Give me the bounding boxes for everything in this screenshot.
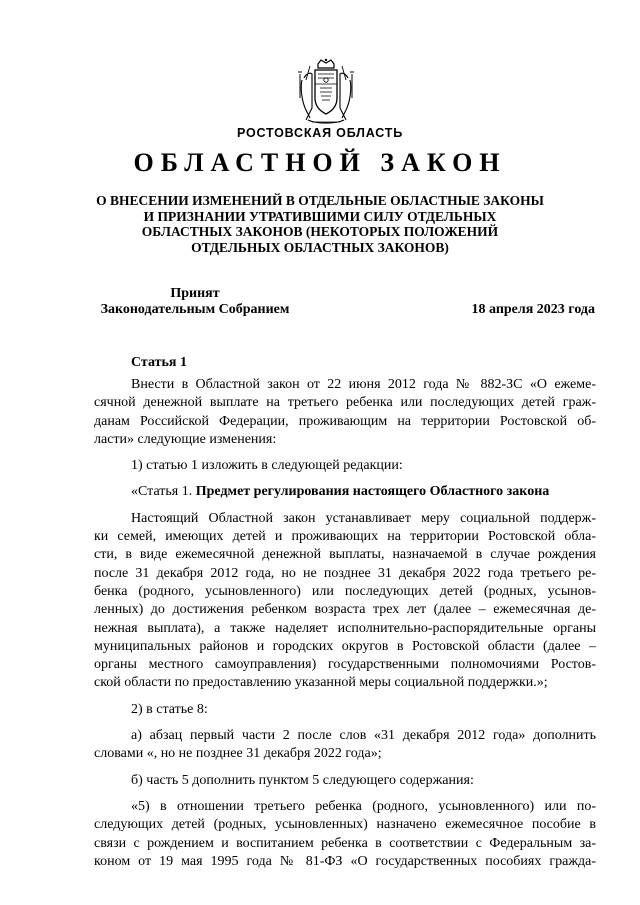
law-title-line: И ПРИЗНАНИИ УТРАТИВШИМИ СИЛУ ОТДЕЛЬНЫХ (143, 208, 497, 224)
article-body (94, 376, 596, 879)
text-line: органы местного самоуправления) государственными полномочиями Ростов- (94, 657, 596, 673)
adoption-date: 18 апреля 2023 года (471, 302, 595, 317)
text-line: Внести в Областной закон от 22 июня 2012 года № 882-ЗС «О ежеме- (131, 377, 596, 392)
text-line: ской области по предоставлению указанной меры социальной поддержки.»; (94, 675, 548, 691)
paragraph (94, 772, 596, 790)
adoption-label-line: Принят (170, 286, 220, 301)
law-title (0, 193, 640, 255)
text-line: ки семей, имеющих детей и проживающих на территории Ростовской обла- (94, 529, 596, 545)
text-line: сти, в виде ежемесячной денежной выплаты, назначаемой в случае рождения (94, 547, 596, 563)
rostov-oblast-coat-of-arms-icon (296, 58, 356, 126)
article-title-bold: Предмет регулирования настоящего Областного закона (195, 484, 550, 500)
paragraph (94, 457, 596, 475)
text-line: ласти» следующие изменения: (94, 431, 277, 447)
law-title-line: ОТДЕЛЬНЫХ ОБЛАСТНЫХ ЗАКОНОВ) (191, 239, 449, 255)
text-line: сячной денежной выплате на третьего ребенка или последующих детей граж- (94, 395, 596, 411)
article-number-text: «Статья 1. (131, 484, 196, 500)
paragraph (94, 798, 596, 871)
adoption-label (92, 286, 298, 318)
text-line: ленных) до достижения ребенком возраста трех лет (далее – ежемесячная де- (94, 602, 596, 618)
text-line: 1) статью 1 изложить в следующей редакции: (131, 458, 403, 474)
text-line: коном от 19 мая 1995 года № 81-ФЗ «О государственных пособиях гражда- (94, 853, 596, 869)
text-line: б) часть 5 дополнить пунктом 5 следующего содержания: (131, 772, 474, 788)
paragraph (94, 727, 596, 764)
text-line: словами «, но не позднее 31 декабря 2022 года»; (94, 746, 382, 762)
text-line: следующих детей (родных, усыновленных) назначено ежемесячное пособие в (94, 817, 596, 833)
paragraph (94, 483, 596, 501)
paragraph (94, 376, 596, 449)
text-line: нежная выплата), а также наделяет исполнительно-распорядительные органы (94, 620, 596, 636)
text-line: а) абзац первый части 2 после слов «31 декабря 2012 года» дополнить (131, 728, 596, 744)
text-line: после 31 декабря 2012 года, но не позднее 31 декабря 2022 года третьего ре- (94, 565, 596, 581)
text-line: «5) в отношении третьего ребенка (родного, усыновленного) или по- (131, 798, 596, 814)
law-title-line: ОБЛАСТНЫХ ЗАКОНОВ (НЕКОТОРЫХ ПОЛОЖЕНИЙ (141, 224, 499, 239)
text-line: Настоящий Областной закон устанавливает меру социальной поддерж- (131, 510, 596, 526)
article-heading: Статья 1 (131, 355, 187, 370)
paragraph (94, 510, 596, 693)
law-title-line: О ВНЕСЕНИИ ИЗМЕНЕНИЙ В ОТДЕЛЬНЫЕ ОБЛАСТНЫЕ ЗАКОНЫ (96, 193, 544, 208)
region-name: РОСТОВСКАЯ ОБЛАСТЬ (237, 126, 403, 140)
text-line (94, 483, 596, 501)
text-line: 2) в статье 8: (131, 701, 208, 717)
text-line: муниципальных районов и городских округов в Ростовской области (далее – (94, 638, 596, 654)
text-line: бенка (родного, усыновленного) или последующих детей (родных, усынов- (94, 583, 596, 599)
paragraph (94, 701, 596, 719)
document-type: ОБЛАСТНОЙ ЗАКОН (133, 148, 507, 177)
adoption-label-line: Законодательным Собранием (100, 302, 290, 317)
text-line: данам Российской Федерации, проживающим на территории Ростовской об- (94, 413, 596, 429)
text-line: связи с рождением и воспитанием ребенка в соответствии с Федеральным за- (94, 835, 596, 851)
